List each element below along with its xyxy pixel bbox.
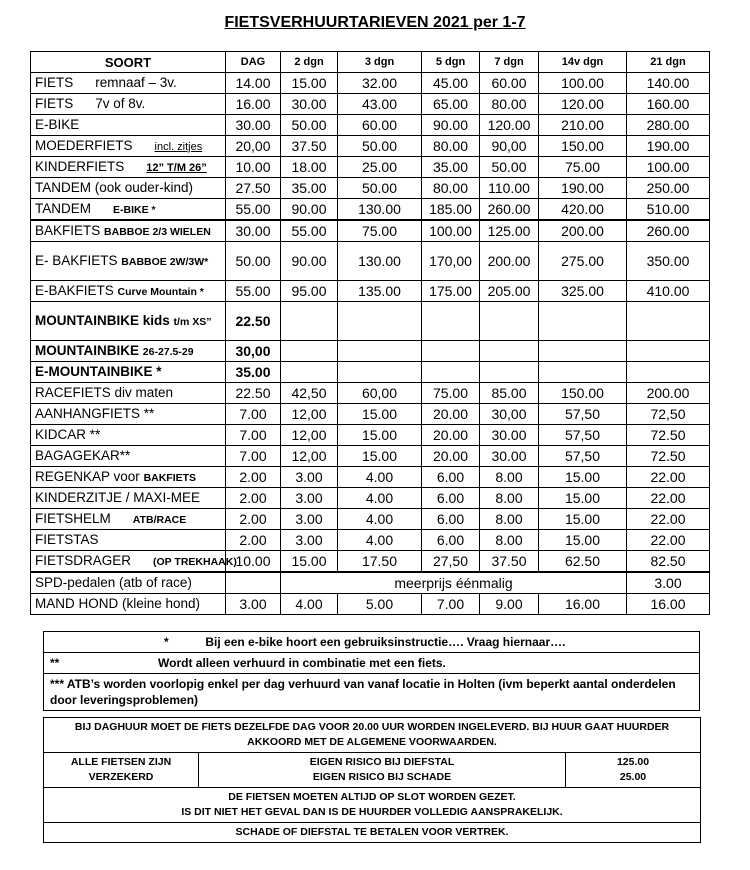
price-cell: 65.00 [422, 94, 480, 115]
price-cell: 55.00 [281, 220, 338, 242]
item-name-cell [31, 157, 226, 178]
item-name: KINDERFIETS [35, 158, 125, 174]
note-text: Wordt alleen verhuurd in combinatie met een fiets. [158, 656, 446, 670]
item-name: E- BAKFIETS [35, 252, 118, 268]
item-name: MOEDERFIETS [35, 137, 133, 153]
price-cell: 6.00 [422, 509, 480, 530]
rate-row [31, 73, 710, 94]
item-name: FIETS [35, 75, 74, 90]
item-extra: 7v of 8v. [95, 96, 146, 111]
price-cell: 170,00 [422, 242, 480, 281]
price-cell: 60,00 [338, 383, 422, 404]
price-cell: 20.00 [422, 425, 480, 446]
price-cell: 50.00 [480, 157, 539, 178]
price-cell: 15.00 [281, 73, 338, 94]
rate-row [31, 488, 710, 509]
column-header: SOORT [31, 52, 226, 73]
price-cell: 15.00 [539, 530, 627, 551]
price-cell: 4.00 [281, 594, 338, 615]
price-cell: 35.00 [422, 157, 480, 178]
price-cell [480, 341, 539, 362]
price-cell: 80.00 [480, 94, 539, 115]
item-name: E-BIKE [35, 117, 80, 132]
price-cell: 35.00 [281, 178, 338, 199]
price-cell: 72,50 [627, 404, 710, 425]
item-extra: E-BIKE * [113, 203, 156, 216]
price-cell: 6.00 [422, 467, 480, 488]
column-header: 14v dgn [539, 52, 627, 73]
price-cell [338, 302, 422, 341]
risico-amounts [566, 753, 701, 788]
price-cell: 55.00 [226, 199, 281, 221]
price-cell: 85.00 [480, 383, 539, 404]
price-cell: 55.00 [226, 281, 281, 302]
price-cell: 57,50 [539, 425, 627, 446]
price-cell: 175.00 [422, 281, 480, 302]
item-name: KIDCAR ** [35, 427, 101, 442]
price-cell: 82.50 [627, 551, 710, 573]
price-cell: 6.00 [422, 530, 480, 551]
price-cell: 50.00 [338, 136, 422, 157]
item-name-cell [31, 178, 226, 199]
price-cell: 16.00 [539, 594, 627, 615]
price-cell: 30,00 [480, 404, 539, 425]
price-cell: 7.00 [226, 425, 281, 446]
rate-row [31, 178, 710, 199]
price-cell: 50.00 [281, 115, 338, 136]
price-cell: 200.00 [539, 220, 627, 242]
rate-row [31, 362, 710, 383]
terms-table [43, 717, 701, 843]
note-text: Bij een e-bike hoort een gebruiksinstructie…. Vraag hiernaar…. [205, 635, 566, 649]
item-name: AANHANGFIETS ** [35, 406, 155, 421]
price-cell: 200.00 [627, 383, 710, 404]
price-cell: 130.00 [338, 199, 422, 221]
price-cell: 110.00 [480, 178, 539, 199]
note-row [44, 674, 700, 711]
rate-row [31, 341, 710, 362]
item-extra: BABBOE 2/3 WIELEN [104, 225, 211, 238]
price-cell [539, 341, 627, 362]
schade-label: EIGEN RISICO BIJ SCHADE [312, 771, 452, 783]
item-name: BAGAGEKAR** [35, 448, 131, 463]
item-name-cell [31, 530, 226, 551]
price-cell: 30.00 [480, 446, 539, 467]
price-cell: 4.00 [338, 530, 422, 551]
price-cell: 20,00 [226, 136, 281, 157]
item-extra: 26-27.5-29 [142, 345, 194, 358]
price-cell: 75.00 [338, 220, 422, 242]
price-cell: 22.00 [627, 488, 710, 509]
note-text: *** ATB’s worden voorlopig enkel per dag verhuurd van vanaf locatie in Holten (ivm beperkt aantal onderdelen door leveringsproblemen) [50, 677, 676, 707]
price-cell: 14.00 [226, 73, 281, 94]
price-cell: 140.00 [627, 73, 710, 94]
price-cell: 42,50 [281, 383, 338, 404]
item-name: KINDERZITJE / MAXI-MEE [35, 490, 201, 505]
price-cell: 30.00 [226, 220, 281, 242]
column-header: 21 dgn [627, 52, 710, 73]
price-cell [627, 302, 710, 341]
item-extra: remnaaf – 3v. [95, 75, 177, 90]
price-cell: 205.00 [480, 281, 539, 302]
note-mark: ** [50, 656, 60, 670]
price-cell: 120.00 [539, 94, 627, 115]
price-cell: 350.00 [627, 242, 710, 281]
item-name-cell [31, 199, 226, 221]
price-cell: 37.50 [281, 136, 338, 157]
price-cell: 420.00 [539, 199, 627, 221]
item-name-cell [31, 488, 226, 509]
rate-row [31, 383, 710, 404]
price-cell: 100.00 [539, 73, 627, 94]
item-name-cell [31, 551, 237, 573]
rate-row [31, 425, 710, 446]
column-header: 3 dgn [338, 52, 422, 73]
price-cell: 8.00 [480, 530, 539, 551]
price-cell: 75.00 [422, 383, 480, 404]
price-cell: 8.00 [480, 509, 539, 530]
price-cell [422, 341, 480, 362]
price-cell: 60.00 [480, 73, 539, 94]
rate-row [31, 157, 710, 178]
price-cell: 27,50 [422, 551, 480, 573]
price-cell: 75.00 [539, 157, 627, 178]
item-extra: incl. zitjes [154, 140, 203, 153]
price-cell: 100.00 [422, 220, 480, 242]
price-cell: 35.00 [226, 362, 281, 383]
price-cell: 72.50 [627, 425, 710, 446]
item-name: E-MOUNTAINBIKE * [35, 364, 162, 379]
item-name-cell [31, 425, 226, 446]
rate-row [31, 94, 710, 115]
price-cell: 3.00 [281, 509, 338, 530]
price-cell: 200.00 [480, 242, 539, 281]
price-cell: 100.00 [627, 157, 710, 178]
price-cell [281, 341, 338, 362]
price-cell: 6.00 [422, 488, 480, 509]
price-cell: 15.00 [539, 509, 627, 530]
item-extra: BABBOE 2W/3W* [121, 255, 209, 268]
price-cell: 16.00 [226, 94, 281, 115]
rates-table [30, 51, 710, 615]
item-extra: BAKFIETS [143, 471, 197, 484]
rate-row [31, 551, 710, 573]
price-cell [281, 362, 338, 383]
price-cell: 43.00 [338, 94, 422, 115]
item-name: MOUNTAINBIKE kids [35, 312, 170, 328]
item-name-cell: SPD-pedalen (atb of race) [31, 572, 226, 594]
item-extra: t/m XS” [173, 315, 212, 328]
price-cell: 22.50 [226, 383, 281, 404]
price-cell: 4.00 [338, 467, 422, 488]
item-name: FIETS [35, 96, 74, 111]
rate-row [31, 242, 710, 281]
price-cell: 10.00 [226, 157, 281, 178]
item-name-cell [31, 94, 226, 115]
price-cell: 16.00 [627, 594, 710, 615]
item-name: RACEFIETS div maten [35, 385, 174, 400]
price-cell: 2.00 [226, 488, 281, 509]
price-cell: 8.00 [480, 488, 539, 509]
item-name: E-BAKFIETS [35, 282, 114, 298]
note-mark: * [164, 635, 169, 649]
price-cell: 15.00 [281, 551, 338, 573]
price-cell: 275.00 [539, 242, 627, 281]
price-cell: 90,00 [480, 136, 539, 157]
price-cell [539, 302, 627, 341]
price-cell: 15.00 [338, 404, 422, 425]
item-extra: (OP TREKHAAK) [153, 555, 237, 568]
price-cell: 2.00 [226, 530, 281, 551]
item-name: FIETSDRAGER [35, 552, 132, 568]
item-name-cell: MAND HOND (kleine hond) [31, 594, 226, 615]
price-cell: 12,00 [281, 425, 338, 446]
item-name-cell [31, 115, 226, 136]
price-cell [627, 362, 710, 383]
daghuur-text: BIJ DAGHUUR MOET DE FIETS DEZELFDE DAG VOOR 20.00 UUR WORDEN INGELEVERD. BIJ HUUR GAAT HUURDER AKKOORD MET DE ALGEMENE VOORWAARDEN. [44, 718, 701, 753]
price-cell [226, 572, 281, 594]
item-extra: Curve Mountain * [117, 285, 204, 298]
price-cell: 120.00 [480, 115, 539, 136]
price-cell: 12,00 [281, 404, 338, 425]
price-cell: 3.00 [627, 572, 710, 594]
item-name-cell [31, 73, 226, 94]
price-cell: 3.00 [226, 594, 281, 615]
rate-row [31, 467, 710, 488]
price-cell: 15.00 [338, 446, 422, 467]
item-name-cell [31, 467, 226, 488]
price-cell: 57,50 [539, 404, 627, 425]
note-row [44, 653, 700, 674]
price-cell: 2.00 [226, 467, 281, 488]
price-cell: 125.00 [480, 220, 539, 242]
item-name: MOUNTAINBIKE [35, 342, 139, 358]
price-cell: 250.00 [627, 178, 710, 199]
price-cell: 3.00 [281, 488, 338, 509]
price-cell: 20.00 [422, 446, 480, 467]
price-cell [627, 341, 710, 362]
price-cell: 30.00 [226, 115, 281, 136]
price-cell [480, 302, 539, 341]
item-name-cell [31, 242, 226, 281]
price-cell: 210.00 [539, 115, 627, 136]
price-cell [422, 362, 480, 383]
rate-row [31, 220, 710, 242]
rate-row [31, 530, 710, 551]
price-cell: 15.00 [539, 467, 627, 488]
price-cell: 280.00 [627, 115, 710, 136]
item-extra: ATB/RACE [132, 513, 187, 526]
item-name: TANDEM (ook ouder-kind) [35, 180, 194, 195]
price-cell [338, 341, 422, 362]
price-cell: 160.00 [627, 94, 710, 115]
item-name: BAKFIETS [35, 222, 101, 238]
price-cell: 510.00 [627, 199, 710, 221]
price-cell: 95.00 [281, 281, 338, 302]
price-cell: 325.00 [539, 281, 627, 302]
price-cell: 30.00 [281, 94, 338, 115]
price-cell: 22.00 [627, 467, 710, 488]
price-cell: 17.50 [338, 551, 422, 573]
price-cell: 15.00 [539, 488, 627, 509]
note-row [44, 632, 700, 653]
price-cell: 190.00 [627, 136, 710, 157]
price-cell: 12,00 [281, 446, 338, 467]
price-cell: 3.00 [281, 467, 338, 488]
column-header: 2 dgn [281, 52, 338, 73]
price-cell: 27.50 [226, 178, 281, 199]
price-cell: 90.00 [281, 242, 338, 281]
price-cell [422, 302, 480, 341]
item-name: REGENKAP voor [35, 468, 140, 484]
price-cell: 60.00 [338, 115, 422, 136]
price-cell: 2.00 [226, 509, 281, 530]
price-cell: 18.00 [281, 157, 338, 178]
price-cell [338, 362, 422, 383]
diefstal-amount: 125.00 [616, 756, 650, 768]
price-cell: 5.00 [338, 594, 422, 615]
item-name-cell [31, 446, 226, 467]
column-header: 5 dgn [422, 52, 480, 73]
price-cell: 4.00 [338, 509, 422, 530]
item-name-cell [31, 341, 226, 362]
rate-row [31, 404, 710, 425]
rate-row [31, 199, 710, 221]
slot-text [44, 788, 701, 823]
price-cell: 45.00 [422, 73, 480, 94]
item-extra: 12” T/M 26” [146, 161, 207, 174]
price-cell: 22.00 [627, 509, 710, 530]
price-cell: 22.00 [627, 530, 710, 551]
price-cell: 90.00 [422, 115, 480, 136]
price-cell: 150.00 [539, 136, 627, 157]
rate-row [31, 446, 710, 467]
price-cell: 260.00 [480, 199, 539, 221]
price-cell: 3.00 [281, 530, 338, 551]
rate-row [31, 281, 710, 302]
price-cell: 260.00 [627, 220, 710, 242]
price-cell: 150.00 [539, 383, 627, 404]
price-cell: 190.00 [539, 178, 627, 199]
price-cell [281, 302, 338, 341]
price-cell: 8.00 [480, 467, 539, 488]
price-cell: 50.00 [338, 178, 422, 199]
price-cell: 30.00 [480, 425, 539, 446]
spd-note: meerprijs éénmalig [281, 572, 627, 594]
price-cell: 80.00 [422, 136, 480, 157]
price-cell: 9.00 [480, 594, 539, 615]
price-cell: 185.00 [422, 199, 480, 221]
item-name: FIETSHELM [35, 510, 111, 526]
rate-row [31, 136, 710, 157]
price-cell: 57,50 [539, 446, 627, 467]
price-cell: 7.00 [226, 404, 281, 425]
item-name-cell [31, 383, 226, 404]
rate-row [31, 302, 710, 341]
price-cell: 32.00 [338, 73, 422, 94]
price-cell: 72.50 [627, 446, 710, 467]
price-cell: 90.00 [281, 199, 338, 221]
notes-table [43, 631, 700, 711]
price-cell: 30,00 [226, 341, 281, 362]
price-cell: 62.50 [539, 551, 627, 573]
price-cell: 4.00 [338, 488, 422, 509]
item-name-cell [31, 404, 226, 425]
rate-row [31, 572, 710, 594]
price-cell: 37.50 [480, 551, 539, 573]
price-cell: 10.00 [226, 551, 281, 573]
betalen-text: SCHADE OF DIEFSTAL TE BETALEN VOOR VERTREK. [44, 823, 701, 843]
price-cell: 7.00 [226, 446, 281, 467]
header-row [31, 52, 710, 73]
column-header: DAG [226, 52, 281, 73]
item-name-cell [31, 509, 226, 530]
diefstal-label: EIGEN RISICO BIJ DIEFSTAL [309, 756, 455, 768]
item-name-cell [31, 281, 226, 302]
item-name-cell [31, 136, 226, 157]
price-cell: 7.00 [422, 594, 480, 615]
rate-row [31, 115, 710, 136]
item-name-cell [31, 302, 226, 341]
price-cell: 50.00 [226, 242, 281, 281]
column-header: 7 dgn [480, 52, 539, 73]
price-cell: 15.00 [338, 425, 422, 446]
item-name-cell [31, 362, 226, 383]
slot-line-1: DE FIETSEN MOETEN ALTIJD OP SLOT WORDEN GEZET. [228, 791, 516, 803]
price-cell: 25.00 [338, 157, 422, 178]
price-cell: 130.00 [338, 242, 422, 281]
price-cell: 20.00 [422, 404, 480, 425]
slot-line-2: IS DIT NIET HET GEVAL DAN IS DE HUURDER VOLLEDIG AANSPRAKELIJK. [181, 806, 563, 818]
verzekerd-text: ALLE FIETSEN ZIJN VERZEKERD [44, 753, 199, 788]
price-cell: 22.50 [226, 302, 281, 341]
rate-row [31, 594, 710, 615]
price-cell [539, 362, 627, 383]
price-cell [480, 362, 539, 383]
price-cell: 135.00 [338, 281, 422, 302]
schade-amount: 25.00 [619, 771, 647, 783]
page-title: FIETSVERHUURTARIEVEN 2021 per 1-7 [224, 14, 526, 31]
price-cell: 80.00 [422, 178, 480, 199]
price-cell: 410.00 [627, 281, 710, 302]
item-name: FIETSTAS [35, 532, 99, 547]
risico-labels [199, 753, 566, 788]
item-name: TANDEM [35, 200, 91, 216]
item-name-cell [31, 220, 226, 242]
rate-row [31, 509, 710, 530]
